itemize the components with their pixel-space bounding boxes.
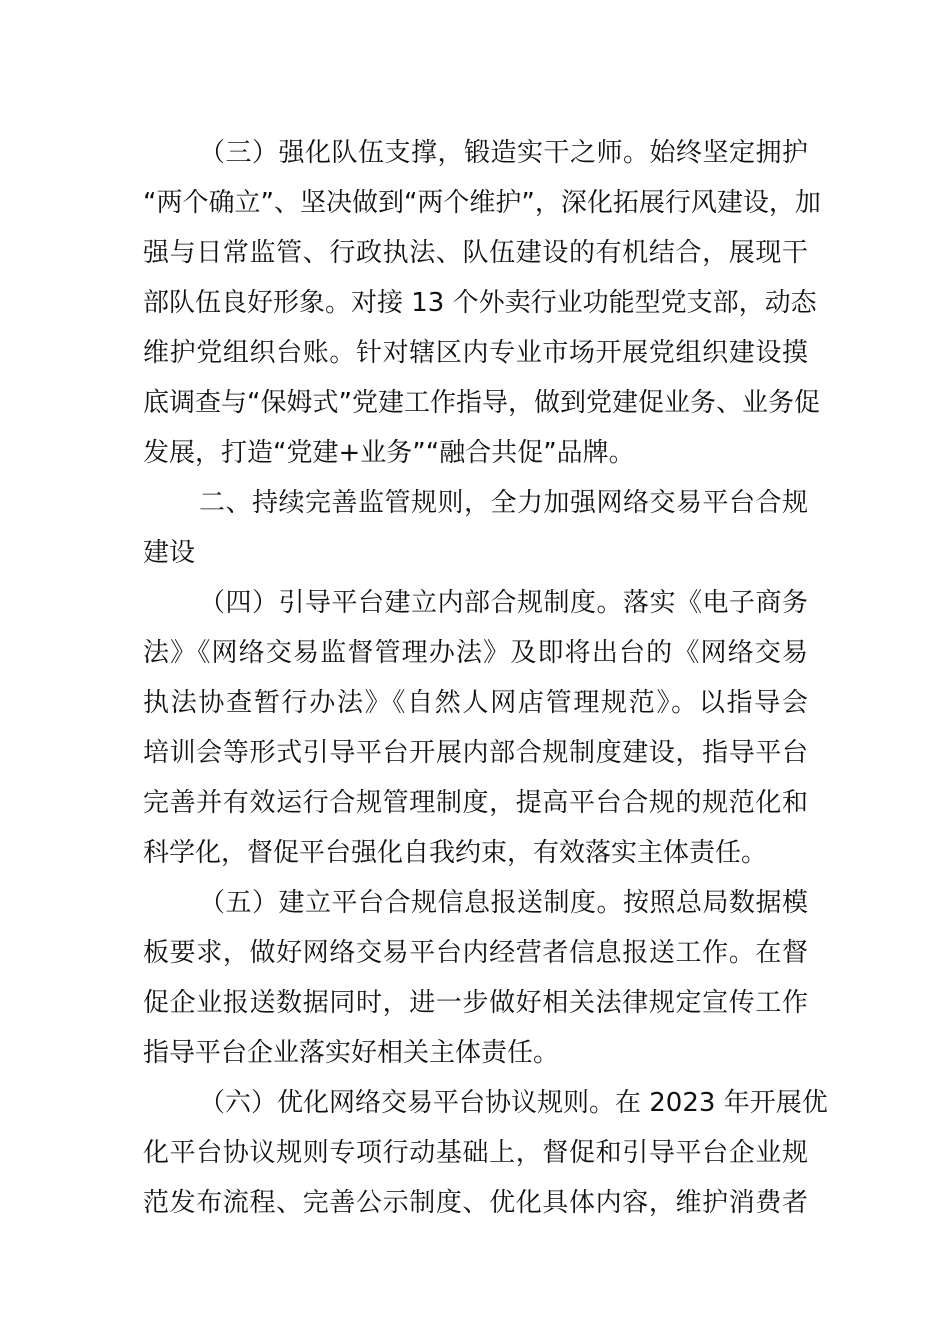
text-line: 板要求，做好网络交易平台内经营者信息报送工作。在督: [143, 938, 808, 968]
section-heading-2: [143, 478, 808, 578]
text-line: （四）引导平台建立内部合规制度。落实《电子商务: [199, 588, 808, 618]
text-line: 执法协查暂行办法》《自然人网店管理规范》。以指导会: [143, 688, 808, 718]
heading-line: 建设: [143, 538, 196, 568]
text-line: 科学化，督促平台强化自我约束，有效落实主体责任。: [143, 838, 768, 868]
text-line: 培训会等形式引导平台开展内部合规制度建设，指导平台: [143, 738, 808, 768]
paragraph-6: [143, 1078, 828, 1228]
text-line: 维护党组织台账。针对辖区内专业市场开展党组织建设摸: [143, 338, 808, 368]
text-line: 强与日常监管、行政执法、队伍建设的有机结合，展现干: [143, 238, 808, 268]
paragraph-4: [143, 578, 808, 878]
text-line: 发展，打造“党建+业务”“融合共促”品牌。: [143, 438, 635, 468]
text-line: （六）优化网络交易平台协议规则。在 2023 年开展优: [199, 1088, 828, 1118]
text-line: “两个确立”、坚决做到“两个维护”，深化拓展行风建设，加: [143, 188, 821, 218]
text-line: 法》《网络交易监督管理办法》及即将出台的《网络交易: [143, 638, 808, 668]
text-line: 完善并有效运行合规管理制度，提高平台合规的规范化和: [143, 788, 808, 818]
paragraph-5: [143, 878, 808, 1078]
text-line: 指导平台企业落实好相关主体责任。: [143, 1038, 560, 1068]
text-line: 促企业报送数据同时，进一步做好相关法律规定宣传工作: [143, 988, 808, 1018]
paragraph-3: [143, 128, 821, 478]
text-line: 范发布流程、完善公示制度、优化具体内容，维护消费者: [143, 1188, 808, 1218]
text-line: （五）建立平台合规信息报送制度。按照总局数据模: [199, 888, 808, 918]
document-body: [143, 128, 828, 1228]
heading-line: 二、持续完善监管规则，全力加强网络交易平台合规: [199, 488, 808, 518]
text-line: 部队伍良好形象。对接 13 个外卖行业功能型党支部，动态: [143, 288, 817, 318]
text-line: 化平台协议规则专项行动基础上，督促和引导平台企业规: [143, 1138, 808, 1168]
text-line: 底调查与“保姆式”党建工作指导，做到党建促业务、业务促: [143, 388, 820, 418]
text-line: （三）强化队伍支撑，锻造实干之师。始终坚定拥护: [199, 138, 808, 168]
